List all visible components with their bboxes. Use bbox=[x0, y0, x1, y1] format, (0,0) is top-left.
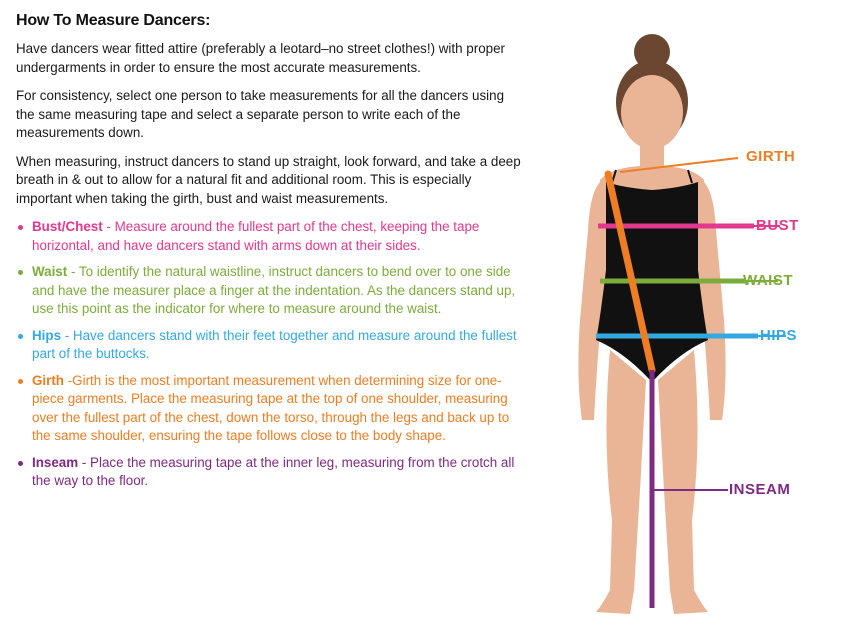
left-leg bbox=[596, 350, 646, 614]
list-item-girth bbox=[16, 372, 526, 446]
intro-paragraph-attire: Have dancers wear fitted attire (preferably a leotard–no street clothes!) with proper undergarments in order to ensure the most accurate measurements. bbox=[16, 41, 506, 75]
measurement-figure bbox=[540, 20, 868, 628]
waist-label: WAIST bbox=[743, 272, 793, 289]
bullet-term: Girth bbox=[32, 372, 64, 388]
face bbox=[621, 75, 683, 149]
list-item-hips bbox=[16, 327, 526, 364]
right-leg bbox=[658, 350, 708, 614]
measurement-list bbox=[16, 218, 526, 491]
bullet-text: -Girth is the most important measurement when determining size for one-piece garments. Place the measuring tape at the top of one shoulder, measuring over the fullest part of the chest, down the torso, through the legs and back up to the same shoulder, ensuring the tape follows close to the body shape. bbox=[32, 372, 510, 443]
list-item-bust bbox=[16, 218, 526, 255]
bullet-text: - Measure around the fullest part of the chest, keeping the tape horizontal, and have dancers stand with arms down at their sides. bbox=[32, 219, 480, 253]
bullet-term: Waist bbox=[32, 264, 68, 279]
hips-label: HIPS bbox=[760, 327, 798, 344]
bullet-dot bbox=[18, 334, 23, 339]
girth-label: GIRTH bbox=[746, 148, 796, 165]
dancer-illustration bbox=[540, 20, 868, 628]
bullet-dot bbox=[18, 379, 23, 384]
bust-label: BUST bbox=[756, 217, 799, 234]
neck bbox=[640, 142, 664, 168]
bullet-dot bbox=[18, 461, 23, 466]
bullet-term: Bust/Chest bbox=[32, 219, 103, 234]
bullet-text: - To identify the natural waistline, instruct dancers to bend over to one side and have the measurer place a finger at the indentation. As the dancers stand up, use this point as the indicator for where to measure around the waist. bbox=[32, 264, 516, 316]
intro-paragraph-consistency: For consistency, select one person to take measurements for all the dancers using the same measuring tape and select a separate person to write each of the measurements down. bbox=[16, 88, 505, 140]
bullet-dot bbox=[18, 225, 23, 230]
bullet-dot bbox=[18, 270, 23, 275]
list-item-inseam bbox=[16, 454, 526, 491]
bullet-term: Inseam bbox=[32, 454, 79, 470]
bullet-text: - Have dancers stand with their feet together and measure around the fullest part of the buttocks. bbox=[32, 327, 517, 361]
list-item-waist bbox=[16, 263, 526, 319]
intro-paragraph-posture: When measuring, instruct dancers to stand up straight, look forward, and take a deep breath in & out to allow for a natural fit and additional room. This is especially important when taking the girth, bust and waist measurements. bbox=[16, 153, 521, 206]
bullet-text: - Place the measuring tape at the inner leg, measuring from the crotch all the way to the floor. bbox=[32, 454, 515, 488]
inseam-label: INSEAM bbox=[729, 481, 791, 498]
bullet-term: Hips bbox=[32, 327, 62, 343]
instructions-column bbox=[16, 12, 526, 499]
page-title: How To Measure Dancers: bbox=[16, 12, 211, 29]
